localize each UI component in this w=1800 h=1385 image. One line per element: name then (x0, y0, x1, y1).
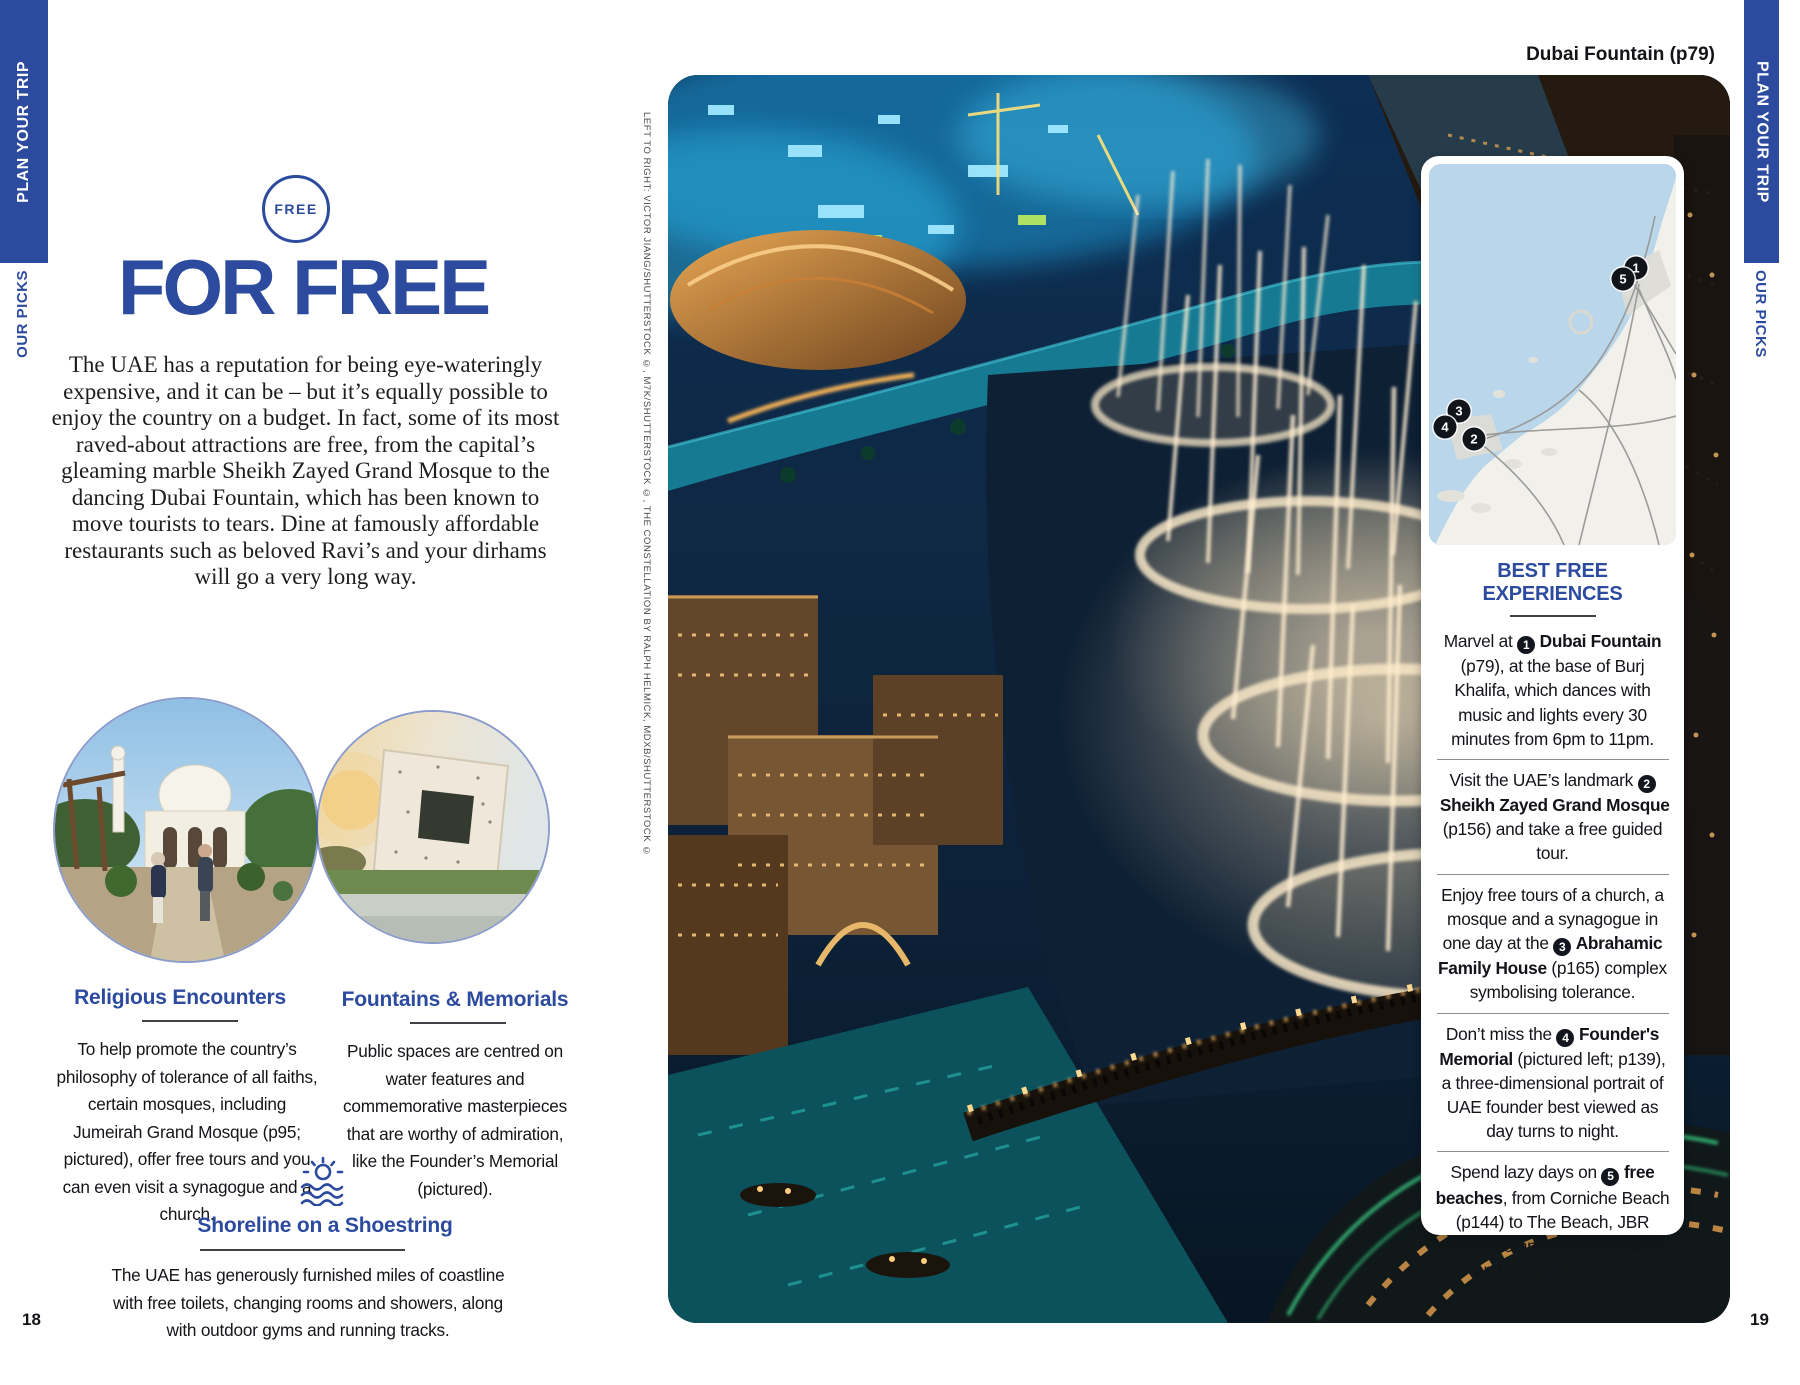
uae-map-illustration (1429, 164, 1676, 545)
divider (1437, 1151, 1669, 1152)
plan-your-trip-label: PLAN YOUR TRIP (1753, 60, 1771, 203)
divider (1510, 615, 1596, 617)
plan-your-trip-tab-left (0, 0, 48, 263)
sun-over-waves-icon (298, 1156, 348, 1206)
map-marker-1: 1 (1625, 257, 1648, 280)
number-badge: 2 (1638, 775, 1656, 793)
lede-paragraph: The UAE has a reputation for being eye-wateringly expensive, and it can be – but it’s equally possible to enjoy the country on a budget. In fact, some of its most raved-about attractions are free, from the capital’s gleaming marble Sheikh Zayed Grand Mosque to the dancing Dubai Fountain, which has been known to move tourists to tears. Dine at famously affordable restaurants such as beloved Ravi’s and your dirhams will go a very long way. (51, 352, 560, 589)
map-marker-5: 5 (1612, 268, 1635, 291)
number-badge: 3 (1553, 938, 1571, 956)
map-marker-3: 3 (1448, 400, 1471, 423)
number-badge: 5 (1601, 1168, 1619, 1186)
photo-caption: Dubai Fountain (p79) (1526, 44, 1715, 65)
memorial-illustration (318, 712, 548, 942)
section-heading-religious: Religious Encounters (74, 986, 286, 1009)
number-badge: 1 (1517, 636, 1535, 654)
plan-your-trip-tab-right (1744, 0, 1779, 263)
our-picks-label-left: OUR PICKS (14, 270, 31, 358)
plan-your-trip-label: PLAN YOUR TRIP (15, 60, 32, 203)
photo-credit: LEFT TO RIGHT: VICTOR JIANG/SHUTTERSTOCK ©, M7K/SHUTTERSTOCK ©, THE CONSTELLATION BY RALPH HELMICK, MDXB/SHUTTERSTOCK © (641, 112, 652, 857)
our-picks-label-right: OUR PICKS (1752, 270, 1769, 358)
page-number-right: 19 (1750, 1310, 1769, 1329)
page-number-left: 18 (22, 1310, 41, 1329)
section-heading-fountains: Fountains & Memorials (341, 988, 569, 1011)
map-marker-4: 4 (1434, 416, 1457, 439)
free-badge (262, 175, 330, 243)
sidebar-panel (1421, 156, 1684, 1281)
jumeirah-mosque-photo (55, 699, 317, 961)
uae-map (1429, 164, 1676, 545)
experience-item: Enjoy free tours of a church, a mosque and a synagogue in one day at the 3 Abrahamic Family House (p165) complex symbolising tolerance. (1438, 884, 1667, 1003)
divider (1437, 874, 1669, 875)
section-body-religious: To help promote the country’s philosophy of tolerance of all faiths, certain mosques, including Jumeirah Grand Mosque (p95; pictured), offer free tours and you can even visit a synagogue and a church. (56, 1039, 318, 1224)
experience-item: Spend lazy days on 5 free beaches, from Corniche Beach (p144) to The Beach, JBR (p111), complete with showers and changing rooms. (1435, 1162, 1670, 1281)
section-heading-shoreline: Shoreline on a Shoestring (197, 1214, 453, 1237)
mosque-illustration (55, 699, 317, 961)
number-badge: 4 (1556, 1029, 1574, 1047)
page-title: FOR FREE (117, 243, 489, 331)
divider (410, 1022, 506, 1024)
experience-item: Don’t miss the 4 Founder's Memorial (pictured left; p139), a three-dimensional portrait of UAE founder best viewed as day turns to night. (1439, 1023, 1666, 1142)
free-badge-label: FREE (274, 201, 318, 217)
section-body-shoreline: The UAE has generously furnished miles of coastline with free toilets, changing rooms and showers, along with outdoor gyms and running tracks. (111, 1265, 505, 1340)
best-free-experiences (1434, 560, 1671, 1282)
map-marker-2: 2 (1463, 428, 1486, 451)
experience-item: Marvel at 1 Dubai Fountain (p79), at the base of Burj Khalifa, which dances with music and lights every 30 minutes from 6pm to 11pm. (1443, 631, 1662, 749)
experience-item: Visit the UAE’s landmark 2 Sheikh Zayed Grand Mosque (p156) and take a free guided tour. (1435, 769, 1670, 864)
divider (1437, 1013, 1669, 1014)
divider (1437, 759, 1669, 760)
founders-memorial-photo (318, 712, 548, 942)
divider (200, 1249, 405, 1251)
sidebar-heading: BEST FREE EXPERIENCES (1482, 560, 1623, 605)
divider (142, 1020, 238, 1022)
section-body-fountains: Public spaces are centred on water features and commemorative masterpieces that are worthy of admiration, like the Founder’s Memorial (pictured). (342, 1041, 568, 1199)
